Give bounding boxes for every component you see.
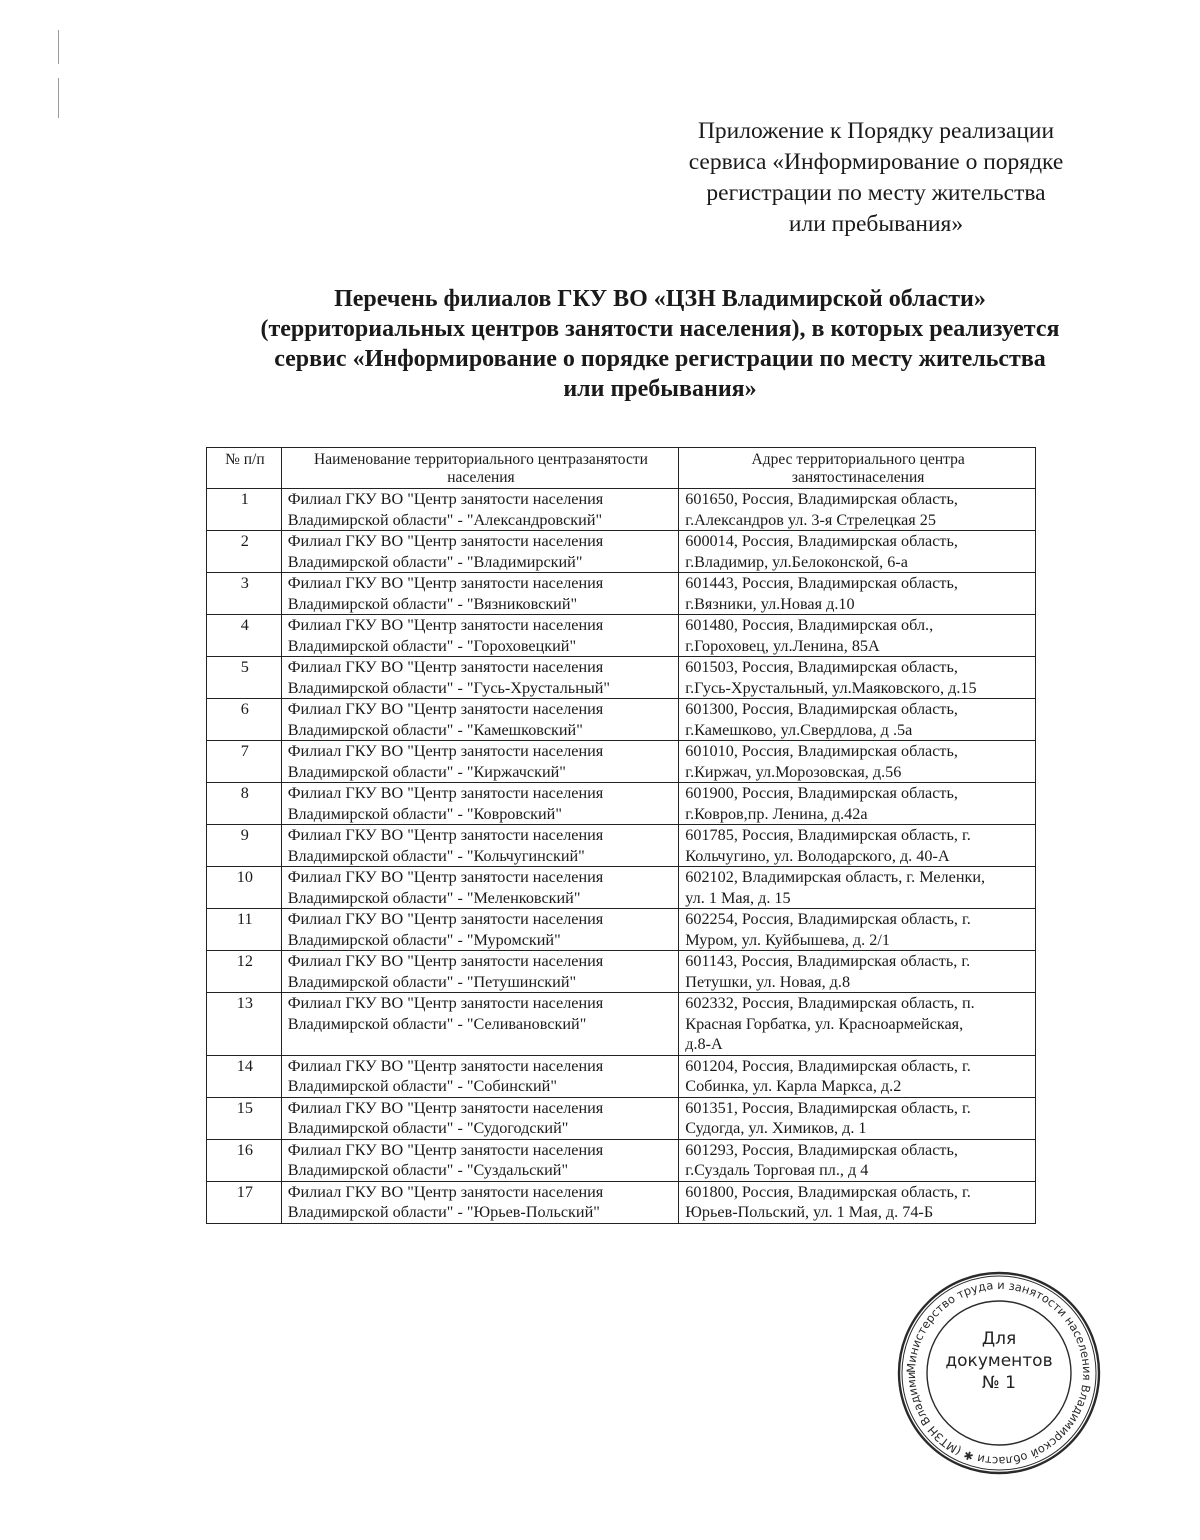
branch-name-line: Филиал ГКУ ВО "Центр занятости населения xyxy=(287,1140,604,1159)
branch-name-line: Филиал ГКУ ВО "Центр занятости населения xyxy=(287,868,604,886)
branch-name xyxy=(281,951,679,993)
branch-address-line: 600014, Россия, Владимирская область, xyxy=(685,532,958,550)
branch-name xyxy=(281,615,679,657)
branch-address xyxy=(679,825,1036,867)
table-row xyxy=(207,573,1036,615)
branch-address-line: г.Гусь-Хрустальный, ул.Маяковского, д.15 xyxy=(685,678,977,697)
title-line: Перечень филиалов ГКУ ВО «ЦЗН Владимирской области» xyxy=(334,286,986,312)
branch-name-line: Владимирской области" - "Киржачский" xyxy=(287,762,566,781)
branch-name-line: Филиал ГКУ ВО "Центр занятости населения xyxy=(287,490,604,508)
row-number: 9 xyxy=(207,825,282,867)
appendix-line: Приложение к Порядку реализации xyxy=(697,118,1055,144)
branch-address xyxy=(679,489,1036,531)
branch-address xyxy=(679,909,1036,951)
row-number: 16 xyxy=(207,1139,282,1181)
row-number: 5 xyxy=(207,657,282,699)
branch-address-line: 602254, Россия, Владимирская область, г. xyxy=(685,910,971,928)
row-number: 3 xyxy=(207,573,282,615)
branch-name xyxy=(281,573,679,615)
branch-address-line: г.Ковров,пр. Ленина, д.42а xyxy=(685,804,868,823)
branch-address-line: г.Суздаль Торговая пл., д 4 xyxy=(685,1161,869,1179)
table-row xyxy=(207,657,1036,699)
branch-name xyxy=(281,867,679,909)
branch-address xyxy=(679,531,1036,573)
branch-name xyxy=(281,489,679,531)
stamp xyxy=(896,1270,1102,1476)
row-number: 8 xyxy=(207,783,282,825)
branches-table xyxy=(206,447,1036,1224)
branch-name xyxy=(281,783,679,825)
branch-name-line: Филиал ГКУ ВО "Центр занятости населения xyxy=(287,910,604,928)
table-row xyxy=(207,783,1036,825)
branch-address xyxy=(679,1097,1036,1139)
branch-name-line: Филиал ГКУ ВО "Центр занятости населения xyxy=(287,616,604,634)
appendix-line: сервиса «Информирование о порядке xyxy=(688,149,1064,175)
table-row xyxy=(207,1181,1036,1223)
branch-name-line: Филиал ГКУ ВО "Центр занятости населения xyxy=(287,1098,604,1117)
branch-address xyxy=(679,993,1036,1056)
row-number: 14 xyxy=(207,1055,282,1097)
branch-address xyxy=(679,573,1036,615)
branch-address-line: 601293, Россия, Владимирская область, xyxy=(685,1140,958,1159)
branch-address-line: 601785, Россия, Владимирская область, г. xyxy=(685,826,971,844)
branch-name xyxy=(281,699,679,741)
branch-address-line: Юрьев-Польский, ул. 1 Мая, д. 74-Б xyxy=(685,1203,934,1221)
table-body xyxy=(207,489,1036,1224)
branch-address-line: 602332, Россия, Владимирская область, п. xyxy=(685,994,975,1012)
branch-name-line: Филиал ГКУ ВО "Центр занятости населения xyxy=(287,700,604,718)
branch-name-line: Филиал ГКУ ВО "Центр занятости населения xyxy=(287,784,604,802)
table-row xyxy=(207,993,1036,1056)
branch-address-line: г.Вязники, ул.Новая д.10 xyxy=(685,594,855,613)
branch-address xyxy=(679,1181,1036,1223)
branch-name xyxy=(281,741,679,783)
branch-name xyxy=(281,657,679,699)
branch-address-line: д.8-А xyxy=(685,1035,723,1053)
row-number: 4 xyxy=(207,615,282,657)
branch-name-line: Филиал ГКУ ВО "Центр занятости населения xyxy=(287,658,604,676)
table-row xyxy=(207,741,1036,783)
table-row xyxy=(207,1055,1036,1097)
branch-name-line: Владимирской области" - "Селивановский" xyxy=(287,1014,587,1033)
header-number: № п/п xyxy=(207,448,282,489)
branch-address-line: 601010, Россия, Владимирская область, xyxy=(685,742,958,760)
scan-artifact xyxy=(58,30,59,64)
branch-address-line: 602102, Владимирская область, г. Меленки, xyxy=(685,868,986,886)
branch-address xyxy=(679,783,1036,825)
branch-name-line: Филиал ГКУ ВО "Центр занятости населения xyxy=(287,532,604,550)
branch-address-line: 601300, Россия, Владимирская область, xyxy=(685,700,958,718)
branch-name xyxy=(281,825,679,867)
branch-address-line: Красная Горбатка, ул. Красноармейская, xyxy=(685,1014,964,1033)
title-line: или пребывания» xyxy=(563,376,757,402)
branch-address xyxy=(679,741,1036,783)
branch-name xyxy=(281,1139,679,1181)
branch-name-line: Владимирской области" - "Александровский" xyxy=(287,510,603,529)
branch-name-line: Владимирской области" - "Юрьев-Польский" xyxy=(287,1203,600,1221)
branch-address xyxy=(679,867,1036,909)
branch-address-line: 601204, Россия, Владимирская область, г. xyxy=(685,1056,971,1075)
table-row xyxy=(207,489,1036,531)
table-row xyxy=(207,1097,1036,1139)
branch-name-line: Владимирской области" - "Суздальский" xyxy=(287,1161,569,1179)
table-row xyxy=(207,531,1036,573)
branch-address-line: 601443, Россия, Владимирская область, xyxy=(685,574,958,592)
title-line: сервис «Информирование о порядке регистрации по месту жительства xyxy=(274,346,1046,372)
branch-address-line: 601650, Россия, Владимирская область, xyxy=(685,490,958,508)
table-row xyxy=(207,615,1036,657)
branch-name-line: Владимирской области" - "Камешковский" xyxy=(287,720,583,739)
branch-name-line: Филиал ГКУ ВО "Центр занятости населения xyxy=(287,826,604,844)
branch-name xyxy=(281,1097,679,1139)
branch-address xyxy=(679,699,1036,741)
branch-address-line: г.Александров ул. 3-я Стрелецкая 25 xyxy=(685,510,936,529)
branch-address-line: Петушки, ул. Новая, д.8 xyxy=(685,972,851,991)
branch-address xyxy=(679,1139,1036,1181)
branch-address-line: Муром, ул. Куйбышева, д. 2/1 xyxy=(685,930,890,949)
table-row xyxy=(207,909,1036,951)
table-row xyxy=(207,951,1036,993)
branch-name-line: Владимирской области" - "Собинский" xyxy=(287,1077,557,1095)
branch-address-line: ул. 1 Мая, д. 15 xyxy=(685,888,791,907)
branch-address-line: г.Гороховец, ул.Ленина, 85А xyxy=(685,636,880,655)
row-number: 10 xyxy=(207,867,282,909)
branch-name xyxy=(281,909,679,951)
branch-name xyxy=(281,1181,679,1223)
row-number: 13 xyxy=(207,993,282,1056)
document-title xyxy=(160,284,1160,404)
branch-address-line: Собинка, ул. Карла Маркса, д.2 xyxy=(685,1077,902,1095)
branch-name-line: Филиал ГКУ ВО "Центр занятости населения xyxy=(287,574,604,592)
branch-address-line: 601800, Россия, Владимирская область, г. xyxy=(685,1182,971,1201)
appendix-line: регистрации по месту жительства xyxy=(706,180,1046,206)
appendix-line: или пребывания» xyxy=(788,211,964,237)
branch-name-line: Владимирской области" - "Владимирский" xyxy=(287,552,583,571)
stamp-center-text xyxy=(896,1328,1102,1394)
stamp-ring-text: Министерство труда и занятости населения Владимирской области ✱ (МТЗН Владими xyxy=(903,1277,1095,1469)
branch-name-line: Владимирской области" - "Гусь-Хрустальный" xyxy=(287,678,610,697)
header-name: Наименование территориального центразанятости населения xyxy=(281,448,679,489)
branch-address xyxy=(679,615,1036,657)
branch-address-line: 601503, Россия, Владимирская область, xyxy=(685,658,958,676)
branch-address-line: Кольчугино, ул. Володарского, д. 40-А xyxy=(685,846,950,865)
branch-name xyxy=(281,993,679,1056)
branch-name-line: Владимирской области" - "Гороховецкий" xyxy=(287,636,577,655)
branch-name-line: Филиал ГКУ ВО "Центр занятости населения xyxy=(287,952,604,970)
appendix-note xyxy=(666,116,1086,240)
row-number: 7 xyxy=(207,741,282,783)
branch-name-line: Владимирской области" - "Муромский" xyxy=(287,930,561,949)
row-number: 15 xyxy=(207,1097,282,1139)
branch-name-line: Филиал ГКУ ВО "Центр занятости населения xyxy=(287,1056,604,1075)
stamp-line: Для xyxy=(981,1329,1017,1349)
branch-name-line: Владимирской области" - "Петушинский" xyxy=(287,972,577,991)
branch-name-line: Филиал ГКУ ВО "Центр занятости населения xyxy=(287,1182,604,1201)
branch-address xyxy=(679,1055,1036,1097)
table-row xyxy=(207,699,1036,741)
branch-address-line: 601143, Россия, Владимирская область, г. xyxy=(685,952,971,970)
row-number: 12 xyxy=(207,951,282,993)
branch-name-line: Владимирской области" - "Кольчугинский" xyxy=(287,846,585,865)
branch-address-line: г.Владимир, ул.Белоконской, 6-а xyxy=(685,552,908,571)
branch-address-line: г.Киржач, ул.Морозовская, д.56 xyxy=(685,762,902,781)
branch-name xyxy=(281,531,679,573)
stamp-line: № 1 xyxy=(982,1373,1016,1393)
title-line: (территориальных центров занятости населения), в которых реализуется xyxy=(260,316,1060,342)
branch-address xyxy=(679,657,1036,699)
stamp-line: документов xyxy=(945,1351,1053,1371)
branch-name-line: Владимирской области" - "Меленковский" xyxy=(287,888,581,907)
branch-name-line: Филиал ГКУ ВО "Центр занятости населения xyxy=(287,742,604,760)
row-number: 11 xyxy=(207,909,282,951)
table-row xyxy=(207,1139,1036,1181)
branch-address-line: г.Камешково, ул.Свердлова, д .5а xyxy=(685,720,913,739)
branch-name-line: Владимирской области" - "Ковровский" xyxy=(287,804,562,823)
branch-address-line: Судогда, ул. Химиков, д. 1 xyxy=(685,1119,867,1137)
branch-address xyxy=(679,951,1036,993)
row-number: 6 xyxy=(207,699,282,741)
table-row xyxy=(207,825,1036,867)
scan-artifact xyxy=(58,78,59,118)
header-address: Адрес территориального центра занятостинаселения xyxy=(679,448,1036,489)
row-number: 2 xyxy=(207,531,282,573)
table-row xyxy=(207,867,1036,909)
branch-name-line: Владимирской области" - "Вязниковский" xyxy=(287,594,578,613)
row-number: 17 xyxy=(207,1181,282,1223)
row-number: 1 xyxy=(207,489,282,531)
branch-address-line: 601900, Россия, Владимирская область, xyxy=(685,784,958,802)
table-header-row xyxy=(207,448,1036,489)
branch-name-line: Филиал ГКУ ВО "Центр занятости населения xyxy=(287,994,604,1012)
branch-name-line: Владимирской области" - "Судогодский" xyxy=(287,1119,569,1137)
branch-address-line: 601480, Россия, Владимирская обл., xyxy=(685,616,934,634)
branch-address-line: 601351, Россия, Владимирская область, г. xyxy=(685,1098,971,1117)
branch-name xyxy=(281,1055,679,1097)
